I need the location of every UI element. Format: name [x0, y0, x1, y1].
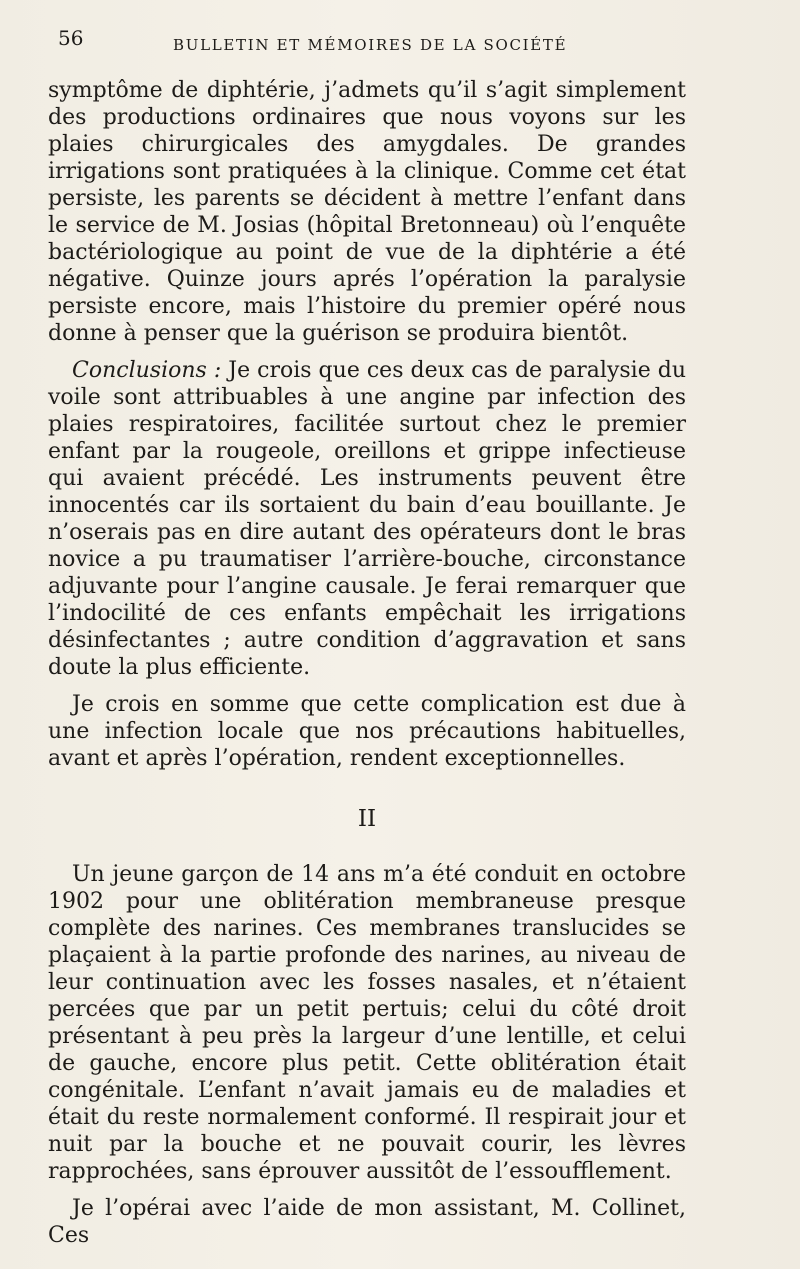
paragraph-conclusions — [48, 357, 686, 681]
section-numeral: II — [357, 806, 377, 832]
page-header — [58, 28, 760, 60]
page-number: 56 — [58, 26, 84, 50]
paragraph-continuation: symptôme de diphtérie, j’admets qu’il s’agit simplement des productions ordinaires que nous voyons sur les plaies chirurgicales des amygdales. De grandes irrigations sont pratiquées à la clinique. Comme cet état persiste, les parents se décident à mettre l’enfant dans le service de M. Josias (hôpital Bretonneau) où l’enquête bactériologique au point de vue de la diphtérie a été négative. Quinze jours aprés l’opération la paralysie persiste encore, mais l’histoire du premier opéré nous donne à penser que la guérison se produira bientôt. — [48, 78, 686, 346]
paragraph-operation: Je l’opérai avec l’aide de mon assistant, M. Collinet, Ces — [48, 1196, 686, 1248]
body-text — [48, 77, 686, 1249]
paragraph-summary: Je crois en somme que cette complication est due à une infection locale que nos précautions habituelles, avant et après l’opération, rendent exceptionnelles. — [48, 692, 686, 771]
conclusions-label: Conclusions : — [72, 358, 222, 383]
paragraph-case-two: Un jeune garçon de 14 ans m’a été conduit en octobre 1902 pour une oblitération membraneuse presque complète des narines. Ces membranes translucides se plaçaient à la partie profonde des narines, au niveau de leur continuation avec les fosses nasales, et n’étaient percées que par un petit pertuis; celui du côté droit présentant à peu près la largeur d’une lentille, et celui de gauche, encore plus petit. Cette oblitération était congénitale. L’enfant n’avait jamais eu de maladies et était du reste normalement conformé. Il respirait jour et nuit par la bouche et ne pouvait courir, les lèvres rapprochées, sans éprouver aussitôt de l’essoufflement. — [48, 862, 686, 1184]
running-head: BULLETIN ET MÉMOIRES DE LA SOCIÉTÉ — [173, 36, 568, 54]
conclusions-text: Je crois que ces deux cas de paralysie du voile sont attribuables à une angine par infection des plaies respiratoires, facilitée surtout chez le premier enfant par la rougeole, oreillons et grippe infectieuse qui avaient précédé. Les instruments peuvent être innocentés car ils sortaient du bain d’eau bouillante. Je n’oserais pas en dire autant des opérateurs dont le bras novice a pu traumatiser l’arrière-bouche, circonstance adjuvante pour l’angine causale. Je ferai remarquer que l’indocilité de ces enfants empêchait les irrigations désinfectantes ; autre condition d’aggravation et sans doute la plus efficiente. — [48, 358, 686, 680]
